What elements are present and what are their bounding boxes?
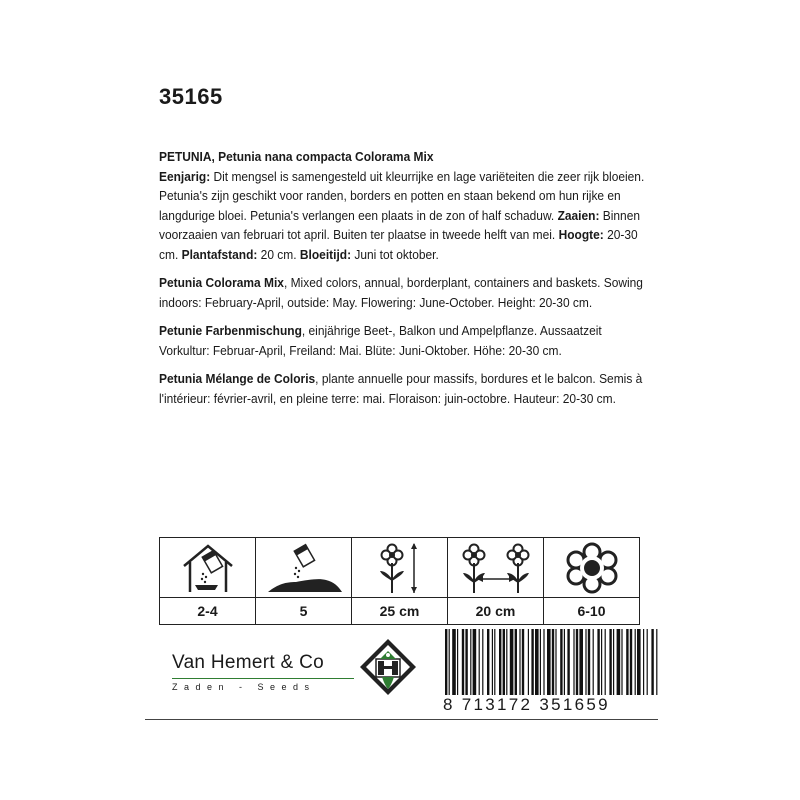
barcode-bar [540,629,541,695]
barcode-bar [621,629,622,695]
plant-height-icon [370,541,430,595]
plant-spacing-value: 20 cm [475,603,516,619]
barcode-bar [543,629,544,695]
barcode-bar [637,629,641,695]
dutch-body [159,169,644,262]
barcode-bar [597,629,599,695]
barcode-bar [560,629,562,695]
barcode-bar [573,629,574,695]
barcode-bar [647,629,648,695]
paragraph-german [159,321,647,360]
barcode-bar [552,629,554,695]
barcode-bar [605,629,606,695]
paragraph-dutch [159,147,647,264]
brand-divider [172,678,354,679]
barcode-bar [576,629,578,695]
barcode-digits: 8 713172 351659 [443,695,610,714]
indoor-sowing-icon [178,542,238,594]
paragraph-english [159,273,647,312]
barcode-bar [593,629,594,695]
plant-spacing-icon [456,541,536,595]
icon-cell-spacing [448,538,544,624]
barcode-bar [567,629,569,695]
barcode-bar [506,629,507,695]
barcode-bar [547,629,551,695]
article-number: 35165 [159,84,223,109]
outdoor-sowing-icon [264,542,344,594]
description-text [159,147,647,417]
flowering-months: 6-10 [577,603,606,619]
barcode-bar [503,629,505,695]
barcode-bar [585,629,586,695]
barcode-bar [510,629,514,695]
bold-label: Bloeitijd: [299,246,352,262]
barcode-bar [462,629,464,695]
barcode-bar [479,629,480,695]
bold-label: Petunia Mélange de Coloris [159,371,316,386]
barcode-bar [522,629,524,695]
body-text: , einjährige Beet-, Balkon und Ampelpflanze. Aussaatzeit Vorkultur: Februar-April, Freiland: Mai. Blüte: Juni-Oktober. Höhe: 20-30 cm. [159,323,602,358]
body-text: Binnen voorzaaien van februari tot april. Buiten ter plaatse in tweede helft van mei. [159,207,641,242]
flowering-icon [564,541,620,595]
barcode-bar [494,629,495,695]
barcode-bar [656,629,657,695]
barcode-bar [531,629,533,695]
product-title: PETUNIA, Petunia nana compacta Colorama Mix [159,149,434,164]
barcode-bar [609,629,611,695]
barcode [443,629,659,715]
body-text: 20 cm. [257,246,300,262]
barcode-bar [449,629,450,695]
body-text: , plante annuelle pour massifs, bordures et le balcon. Semis à l'intérieur: février-avril, en pleine terre: mai. Floraison: juin-octobre. Hauteur: 20-30 cm. [159,371,643,406]
bold-label: Plantafstand: [181,246,258,262]
barcode-bar [643,629,644,695]
barcode-bars [443,629,659,695]
barcode-bar [617,629,621,695]
bottom-divider [145,719,658,720]
barcode-bar [651,629,653,695]
indoor-sowing-months: 2-4 [197,603,218,619]
body-text: Dit mengsel is samengesteld uit kleurrijke en lage variëteiten die zeer rijk bloeien. Petunia's zijn geschikt voor randen, borders en potten en staan bekend om hun rijke en langdurige bloei. Petunia's verlangen een plaats in de zon of half schaduw. [159,168,645,223]
barcode-bar [579,629,583,695]
barcode-bar [515,629,517,695]
barcode-bar [564,629,565,695]
barcode-bar [630,629,632,695]
barcode-bar [535,629,539,695]
icon-cell-outdoor [256,538,352,624]
body-text: , Mixed colors, annual, borderplant, containers and baskets. Sowing indoors: February-April, outside: May. Flowering: June-October. Height: 20-30 cm. [159,275,643,310]
barcode-bar [588,629,590,695]
barcode-bar [528,629,529,695]
barcode-bar [487,629,489,695]
barcode-bar [457,629,458,695]
barcode-bar [626,629,628,695]
barcode-bar [470,629,471,695]
bold-label: Zaaien: [557,207,600,223]
body-text: 20-30 cm. [159,227,638,262]
body-text: Juni tot oktober. [351,246,439,262]
paragraph-french [159,369,647,408]
brand-subtitle: Zaden - Seeds [172,682,316,692]
barcode-bar [555,629,556,695]
bold-label: Petunie Farbenmischung [159,323,302,338]
brand-wordmark [172,652,358,692]
brand-name: Van Hemert & Co [172,652,324,673]
bold-label: Eenjarig: [159,168,211,184]
barcode-bar [499,629,501,695]
sowing-info-icons [159,537,640,625]
barcode-bar [635,629,636,695]
barcode-bar [613,629,614,695]
icon-cell-flowering [544,538,639,624]
barcode-bar [492,629,493,695]
barcode-bar [445,629,447,695]
barcode-bar [519,629,520,695]
brand-logo-icon [358,637,418,699]
barcode-bar [473,629,477,695]
barcode-bar [482,629,483,695]
outdoor-sowing-month: 5 [299,603,308,619]
icon-cell-height [352,538,448,624]
barcode-bar [465,629,467,695]
barcode-bar [452,629,456,695]
bold-label: Hoogte: [558,227,604,242]
icon-cell-indoor [160,538,256,624]
barcode-bar [601,629,602,695]
plant-height-value: 25 cm [379,603,420,619]
bold-label: Petunia Colorama Mix [159,275,284,290]
